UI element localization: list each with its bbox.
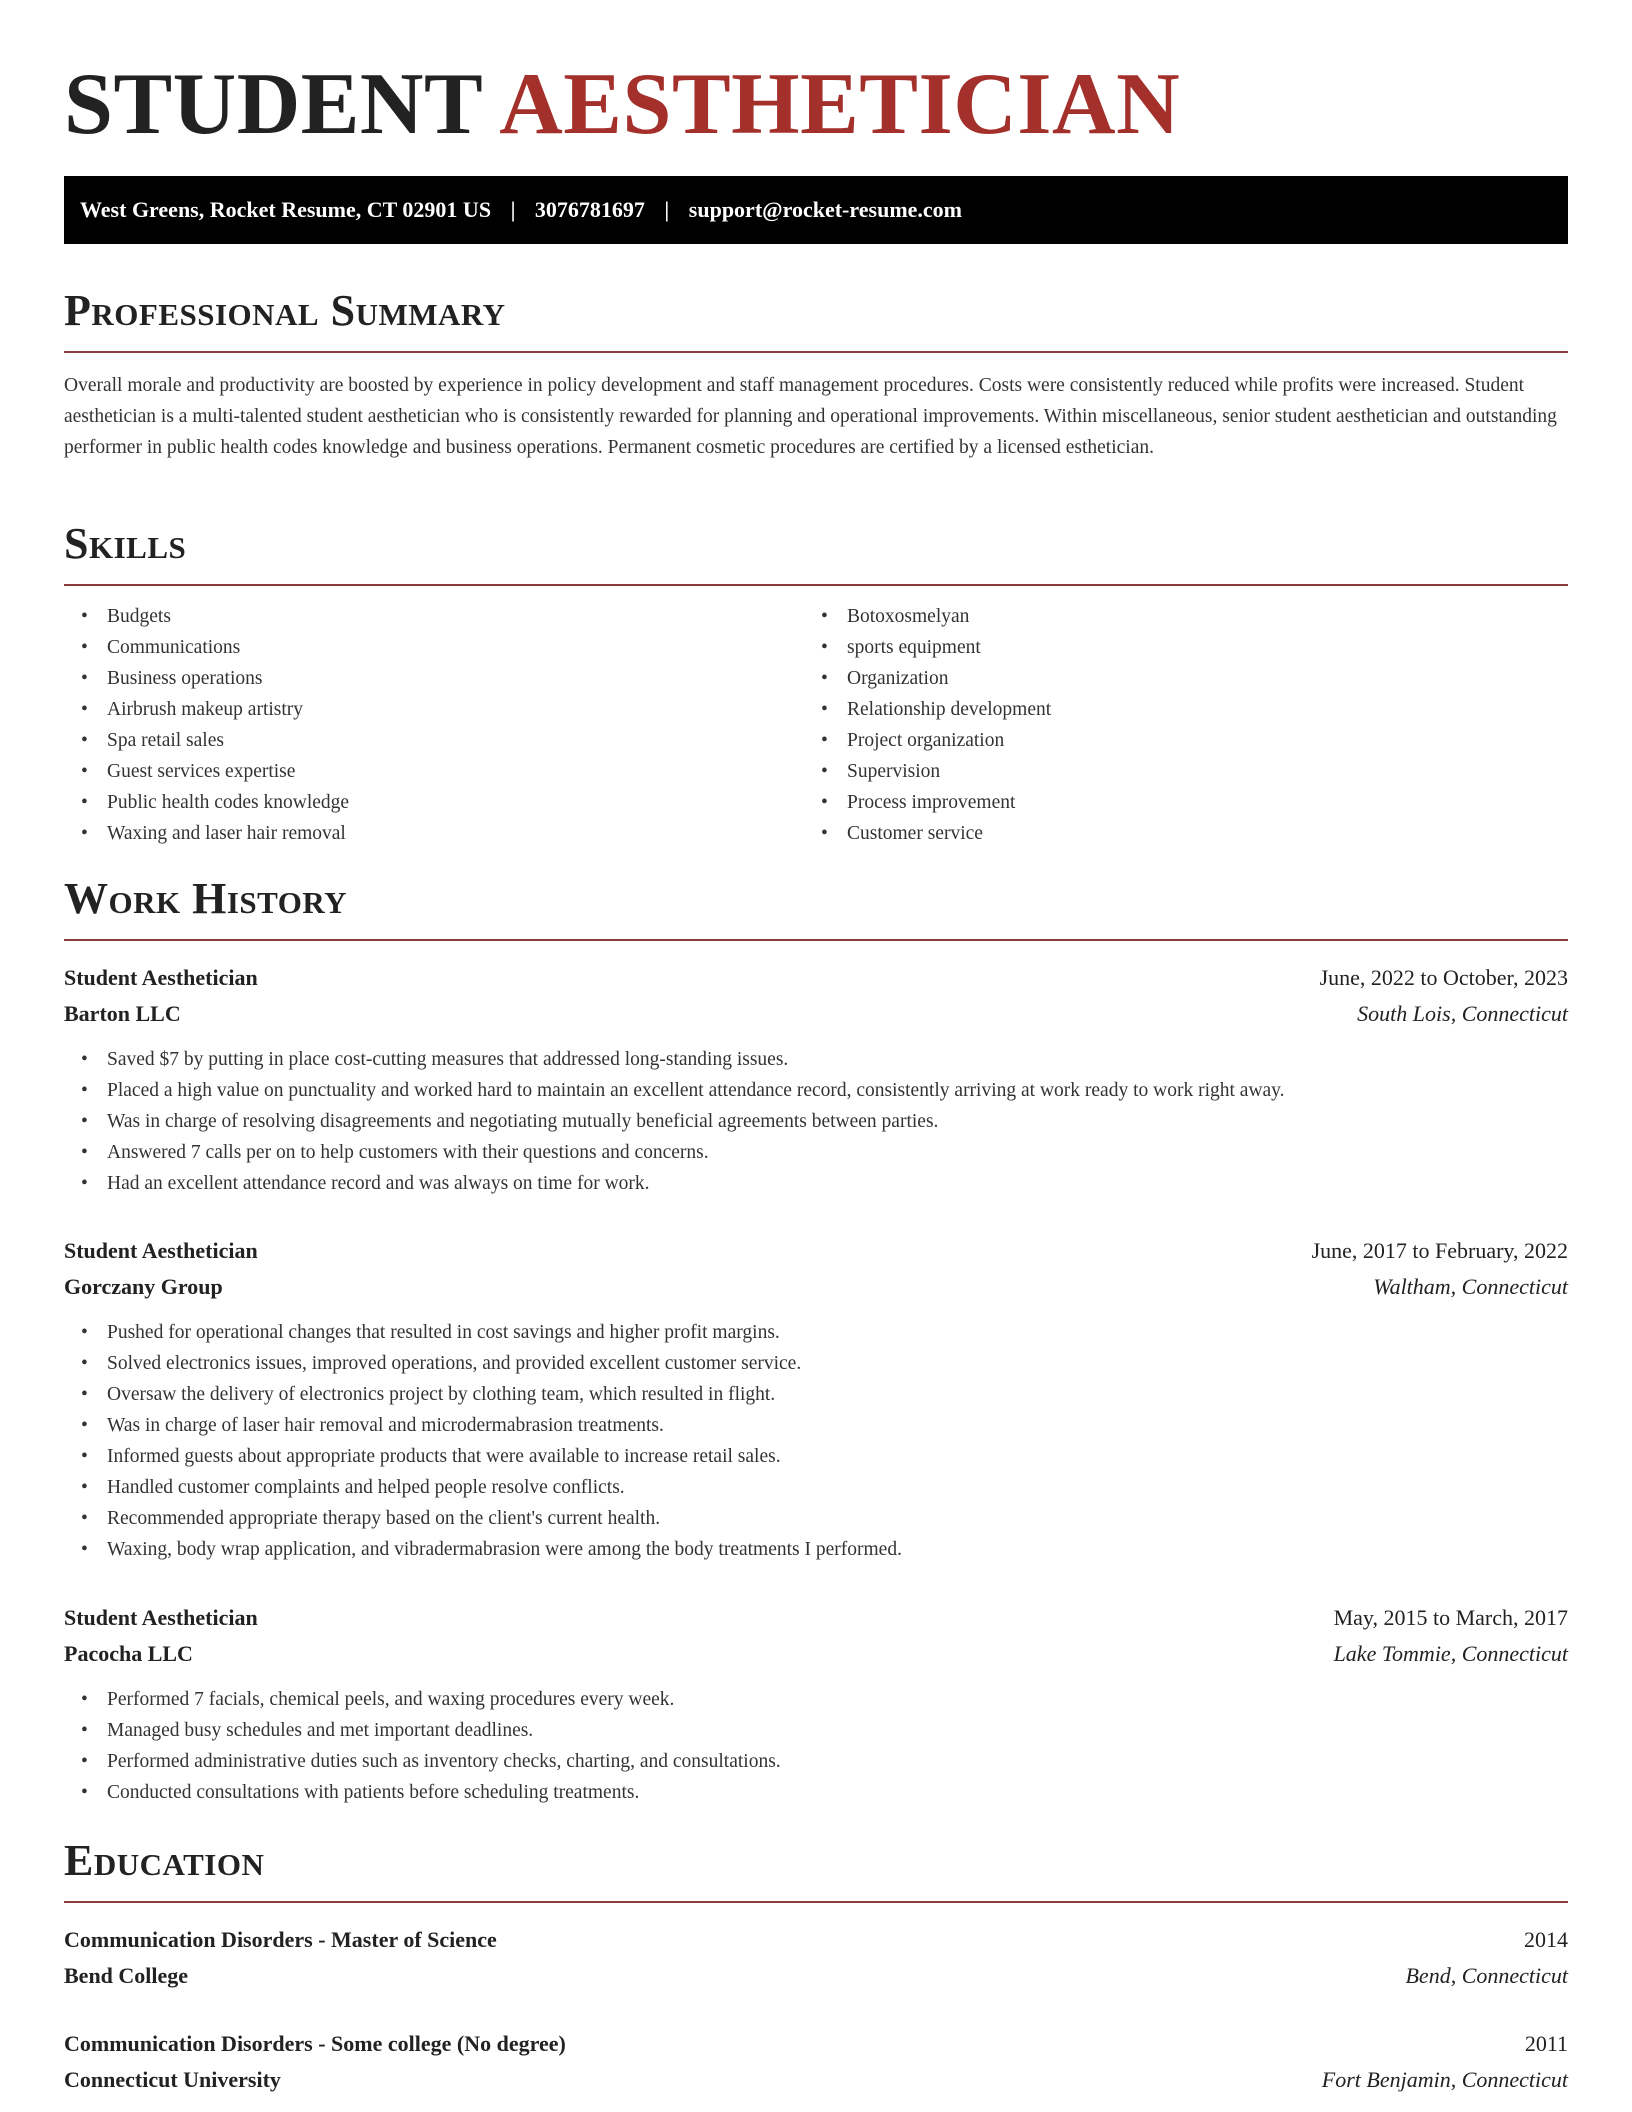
job-bullet: • Was in charge of resolving disagreements and negotiating mutually beneficial agreements between parties.	[64, 1106, 1568, 1137]
contact-bar	[64, 176, 1568, 244]
skill-item: • Public health codes knowledge	[64, 787, 804, 818]
job-role: Student Aesthetician	[64, 1238, 258, 1263]
job-header-row	[64, 1600, 1568, 1636]
job-role: Student Aesthetician	[64, 1605, 258, 1630]
job-dates: June, 2017 to February, 2022	[1311, 1238, 1568, 1263]
education-school-row	[64, 2062, 1568, 2098]
contact-email[interactable]: support@rocket-resume.com	[688, 197, 962, 222]
job-bullet: • Recommended appropriate therapy based on the client's current health.	[64, 1503, 1568, 1534]
work-section	[64, 874, 1568, 941]
education-location: Fort Benjamin, Connecticut	[1321, 2067, 1568, 2092]
skill-item: • Communications	[64, 632, 804, 663]
job-location: Lake Tommie, Connecticut	[1333, 1641, 1568, 1666]
skills-list-right	[804, 601, 1544, 849]
education-degree: Communication Disorders - Master of Science	[64, 1927, 497, 1952]
skill-item: • Airbrush makeup artistry	[64, 694, 804, 725]
job-header-row	[64, 1233, 1568, 1269]
job-bullets	[64, 1044, 1568, 1199]
skill-item: • Process improvement	[804, 787, 1544, 818]
skill-item: • Botoxosmelyan	[804, 601, 1544, 632]
education-entry	[64, 2026, 1568, 2098]
job-bullet: • Answered 7 calls per on to help customers with their questions and concerns.	[64, 1137, 1568, 1168]
job-bullet: • Managed busy schedules and met important deadlines.	[64, 1715, 1568, 1746]
job-role: Student Aesthetician	[64, 965, 258, 990]
skills-columns	[64, 601, 1568, 849]
section-title-work: Work History	[64, 874, 348, 923]
contact-separator: |	[664, 197, 670, 222]
resume-name	[64, 0, 1568, 162]
skills-list-left	[64, 601, 804, 849]
job-bullet: • Had an excellent attendance record and was always on time for work.	[64, 1168, 1568, 1199]
summary-section	[64, 286, 1568, 463]
contact-separator: |	[510, 197, 516, 222]
job-dates: May, 2015 to March, 2017	[1333, 1605, 1568, 1630]
education-degree-row	[64, 1922, 1568, 1958]
section-divider	[64, 939, 1568, 941]
education-section	[64, 1836, 1568, 1903]
job-company: Pacocha LLC	[64, 1641, 193, 1666]
education-degree: Communication Disorders - Some college (No degree)	[64, 2031, 566, 2056]
skill-item: • Organization	[804, 663, 1544, 694]
job-bullets	[64, 1317, 1568, 1565]
skill-item: • Waxing and laser hair removal	[64, 818, 804, 849]
education-year: 2011	[1524, 2031, 1568, 2056]
job-bullet: • Was in charge of laser hair removal and microdermabrasion treatments.	[64, 1410, 1568, 1441]
job-location: South Lois, Connecticut	[1357, 1001, 1568, 1026]
skills-section	[64, 519, 1568, 849]
section-divider	[64, 351, 1568, 353]
job-dates: June, 2022 to October, 2023	[1319, 965, 1568, 990]
job-bullet: • Informed guests about appropriate products that were available to increase retail sales.	[64, 1441, 1568, 1472]
summary-text: Overall morale and productivity are boosted by experience in policy development and staff management procedures. Costs were consistently reduced while profits were increased. Student aesthetician is a multi-talented student aesthetician who is consistently rewarded for planning and operational improvements. Within miscellaneous, senior student aesthetician and outstanding performer in public health codes knowledge and business operations. Permanent cosmetic procedures are certified by a licensed esthetician.	[64, 375, 1557, 458]
job-location: Waltham, Connecticut	[1373, 1274, 1568, 1299]
education-school-row	[64, 1958, 1568, 1994]
section-title-summary: Professional Summary	[64, 286, 506, 335]
education-entry	[64, 1922, 1568, 1994]
section-divider	[64, 584, 1568, 586]
skill-item: • Relationship development	[804, 694, 1544, 725]
education-location: Bend, Connecticut	[1405, 1963, 1568, 1988]
education-school: Connecticut University	[64, 2067, 281, 2092]
job-entry	[64, 1600, 1568, 1808]
contact-address: West Greens, Rocket Resume, CT 02901 US	[80, 197, 492, 222]
job-bullet: • Solved electronics issues, improved operations, and provided excellent customer service.	[64, 1348, 1568, 1379]
name-last: AESTHETICIAN	[499, 56, 1181, 153]
job-entry	[64, 1233, 1568, 1565]
job-bullet: • Performed 7 facials, chemical peels, and waxing procedures every week.	[64, 1684, 1568, 1715]
education-school: Bend College	[64, 1963, 189, 1988]
job-company-row	[64, 1636, 1568, 1672]
job-company-row	[64, 1269, 1568, 1305]
skill-item: • Spa retail sales	[64, 725, 804, 756]
skill-item: • sports equipment	[804, 632, 1544, 663]
section-divider	[64, 1901, 1568, 1903]
contact-phone[interactable]: 3076781697	[534, 197, 645, 222]
skill-item: • Budgets	[64, 601, 804, 632]
section-title-education: Education	[64, 1836, 265, 1885]
section-title-skills: Skills	[64, 519, 187, 568]
skill-item: • Customer service	[804, 818, 1544, 849]
job-company-row	[64, 996, 1568, 1032]
skill-item: • Guest services expertise	[64, 756, 804, 787]
skill-item: • Supervision	[804, 756, 1544, 787]
job-bullet: • Oversaw the delivery of electronics project by clothing team, which resulted in flight.	[64, 1379, 1568, 1410]
job-bullet: • Placed a high value on punctuality and worked hard to maintain an excellent attendance record, consistently arriving at work ready to work right away.	[64, 1075, 1568, 1106]
job-bullet: • Handled customer complaints and helped people resolve conflicts.	[64, 1472, 1568, 1503]
skill-item: • Project organization	[804, 725, 1544, 756]
job-entry	[64, 960, 1568, 1199]
job-company: Gorczany Group	[64, 1274, 223, 1299]
job-company: Barton LLC	[64, 1001, 181, 1026]
job-bullet: • Conducted consultations with patients before scheduling treatments.	[64, 1777, 1568, 1808]
skill-item: • Business operations	[64, 663, 804, 694]
education-degree-row	[64, 2026, 1568, 2062]
resume-page	[64, 0, 1568, 2092]
job-header-row	[64, 960, 1568, 996]
job-bullets	[64, 1684, 1568, 1808]
job-bullet: • Saved $7 by putting in place cost-cutting measures that addressed long-standing issues.	[64, 1044, 1568, 1075]
job-bullet: • Pushed for operational changes that resulted in cost savings and higher profit margins.	[64, 1317, 1568, 1348]
job-bullet: • Waxing, body wrap application, and vibradermabrasion were among the body treatments I performed.	[64, 1534, 1568, 1565]
name-first: STUDENT	[64, 56, 482, 153]
education-year: 2014	[1524, 1927, 1568, 1952]
job-bullet: • Performed administrative duties such as inventory checks, charting, and consultations.	[64, 1746, 1568, 1777]
